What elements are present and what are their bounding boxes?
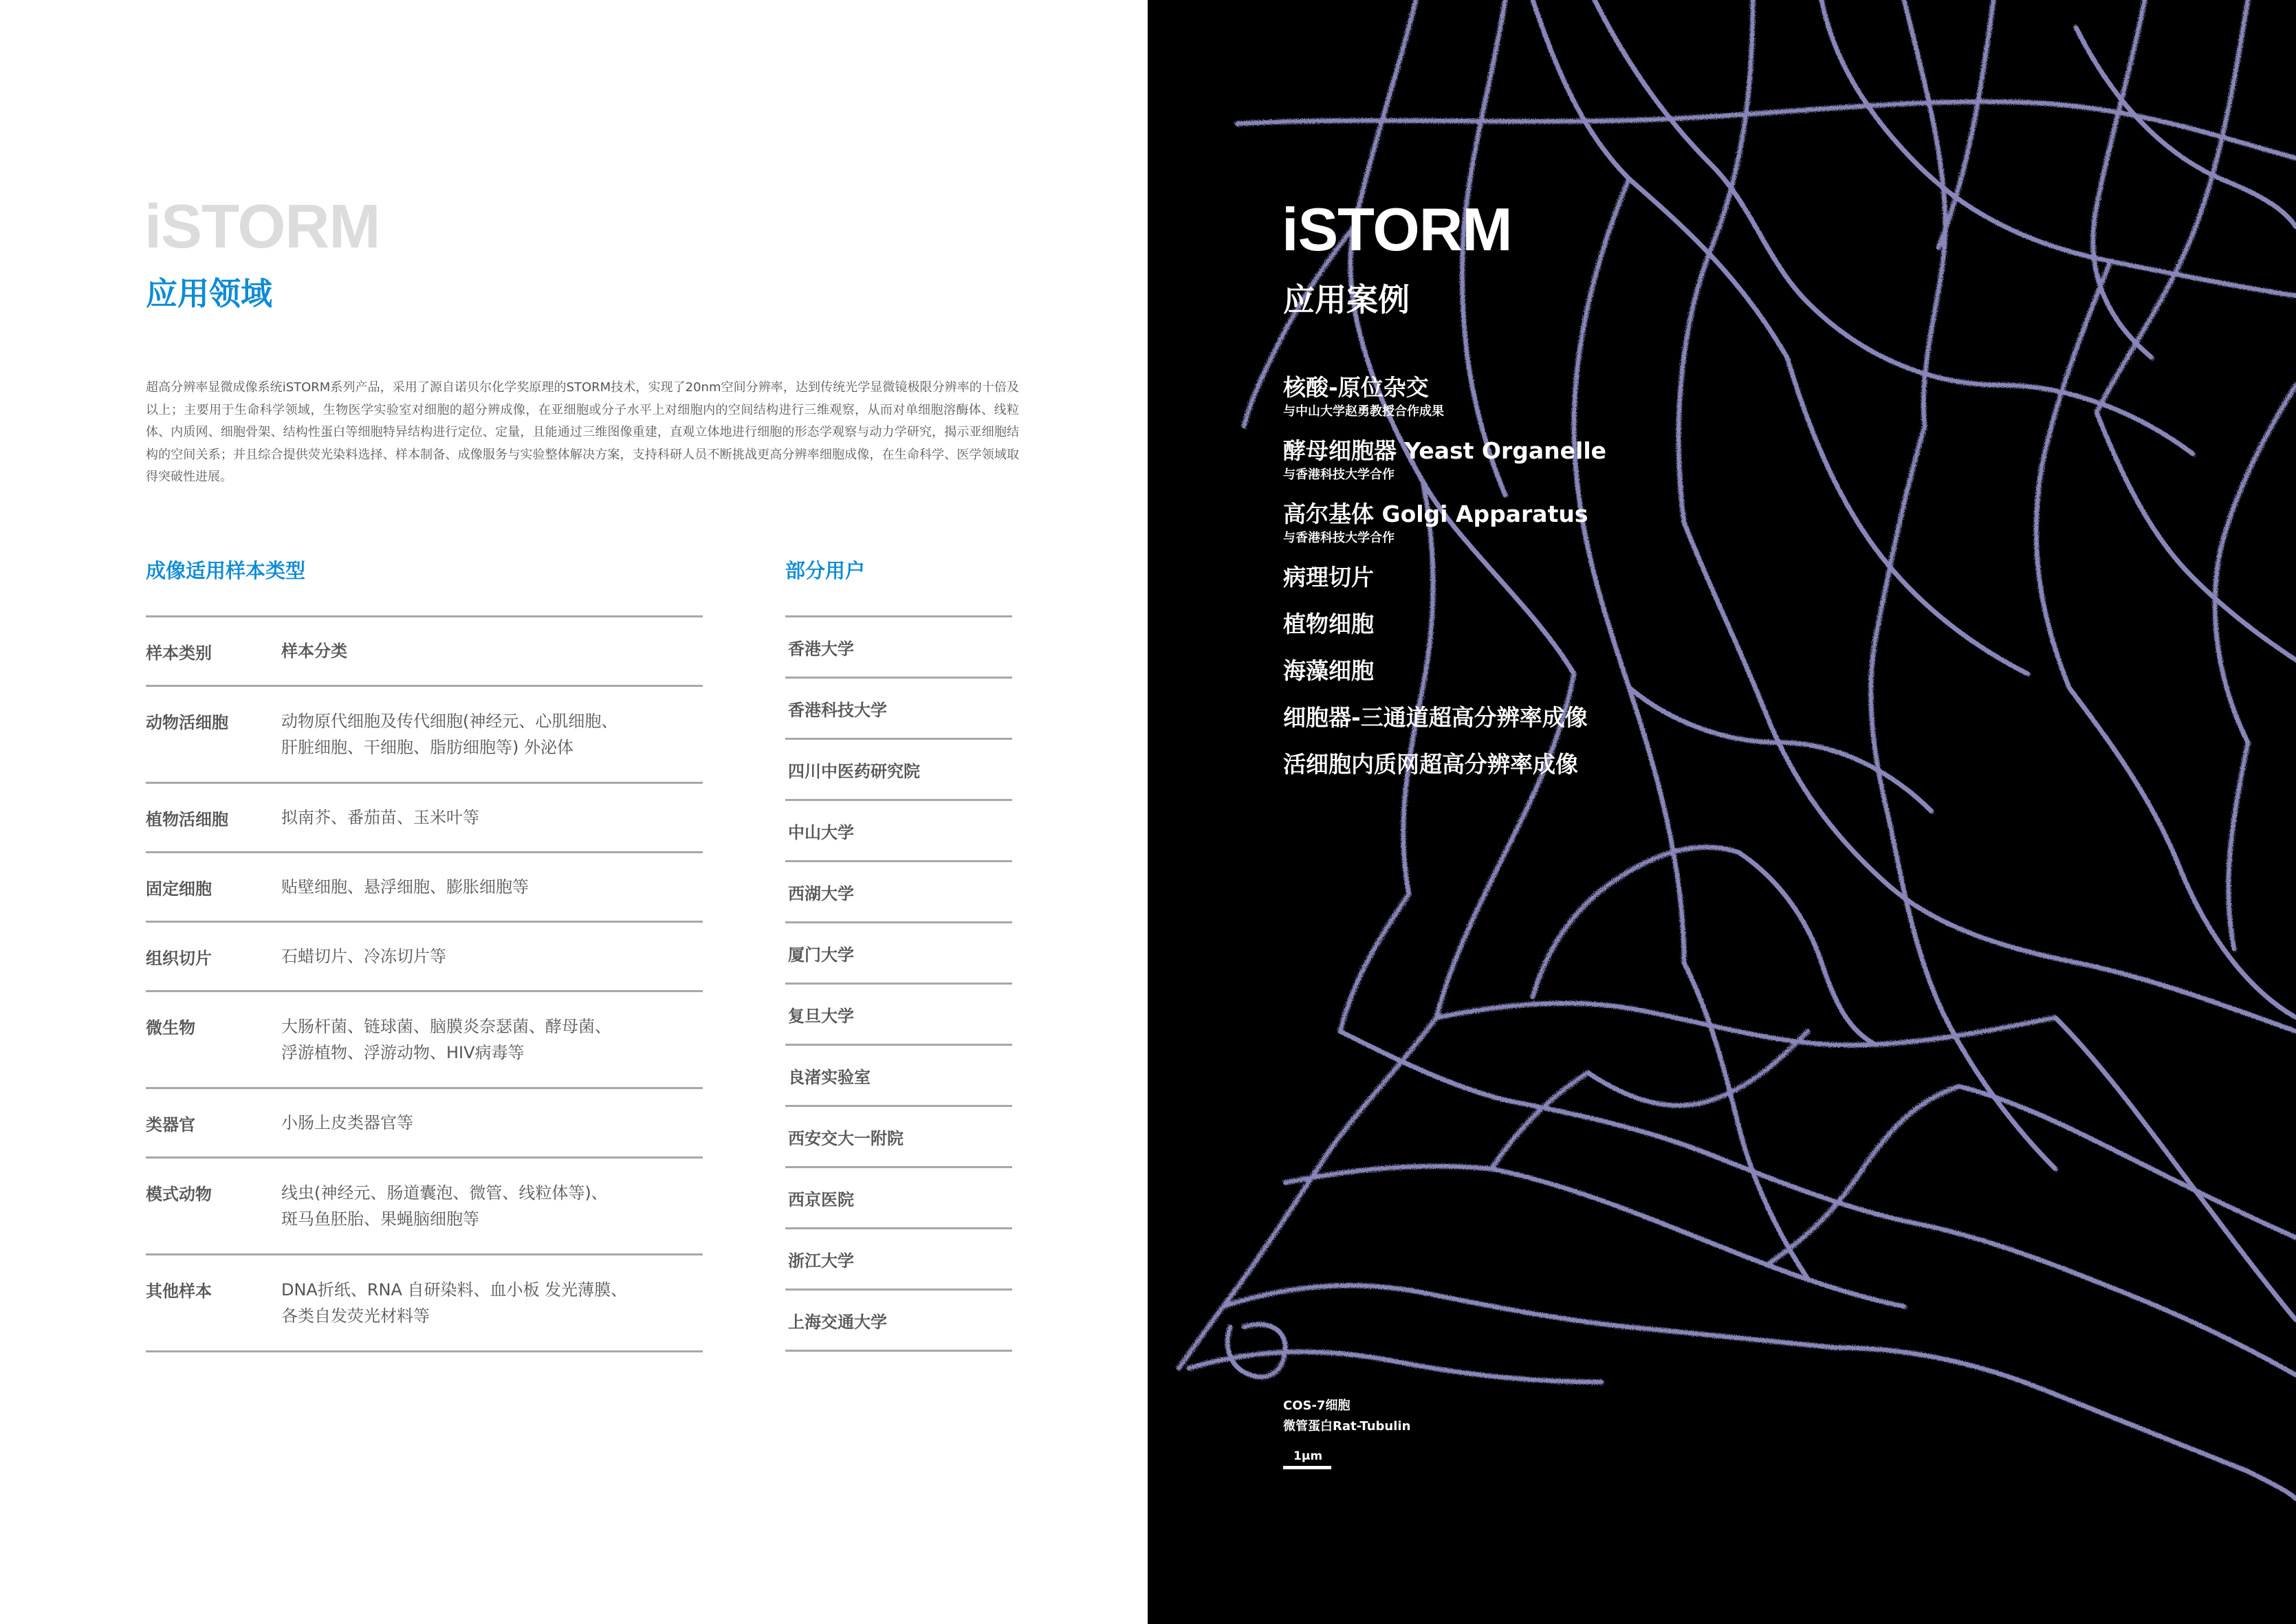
case-item: [1283, 373, 1606, 421]
table-row: [146, 685, 703, 782]
row-classification: 石蜡切片、冷冻切片等: [281, 947, 446, 966]
list-item: 中山大学: [785, 799, 1012, 860]
list-item: 西安交大一附院: [785, 1105, 1012, 1166]
case-title: 活细胞内质网超高分辨率成像: [1283, 751, 1578, 778]
case-title: 细胞器-三通道超高分辨率成像: [1283, 704, 1588, 731]
case-item: [1283, 749, 1606, 780]
case-title: 核酸-原位杂交: [1283, 374, 1429, 401]
row-classification: 动物原代细胞及传代细胞(神经元、心肌细胞、 肝脏细胞、干细胞、脂肪细胞等) 外泌体: [281, 712, 618, 757]
users-section-title: 部分用户: [785, 559, 866, 582]
list-item: 上海交通大学: [785, 1288, 1012, 1352]
table-row: [146, 1253, 703, 1352]
list-item: 良渚实验室: [785, 1044, 1012, 1105]
list-item: 复旦大学: [785, 983, 1012, 1044]
page-title-white: 应用案例: [1283, 281, 1410, 318]
header-classification: 样本分类: [281, 641, 347, 661]
scale-label: 1μm: [1293, 1449, 1323, 1463]
row-category: 组织切片: [146, 948, 212, 968]
case-item: [1283, 609, 1606, 639]
table-row: [146, 851, 703, 921]
list-item: 香港大学: [785, 615, 1012, 677]
case-item: [1283, 703, 1606, 733]
case-title: 海藻细胞: [1283, 657, 1374, 684]
case-item: [1283, 436, 1606, 484]
samples-section-title: 成像适用样本类型: [146, 559, 306, 582]
page-title: 应用领域: [146, 275, 272, 312]
table-row: [146, 782, 703, 851]
row-classification: DNA折纸、RNA 自研染料、血小板 发光薄膜、 各类自发荧光材料等: [281, 1280, 628, 1326]
table-row: [146, 990, 703, 1087]
case-item: [1283, 562, 1606, 593]
table-row: [146, 1156, 703, 1253]
list-item: 西京医院: [785, 1166, 1012, 1227]
right-page: [1148, 0, 2296, 1624]
istorm-logo: iSTORM: [144, 193, 380, 261]
list-item: 浙江大学: [785, 1227, 1012, 1288]
row-classification: 小肠上皮类器官等: [281, 1113, 413, 1132]
case-item: [1283, 656, 1606, 686]
table-row: [146, 1087, 703, 1156]
list-item: 厦门大学: [785, 921, 1012, 983]
image-caption: [1283, 1396, 1410, 1437]
table-row: [146, 921, 703, 990]
case-subtitle: 与香港科技大学合作: [1283, 468, 1395, 482]
list-item: 西湖大学: [785, 860, 1012, 921]
row-category: 动物活细胞: [146, 713, 228, 732]
row-classification: 贴壁细胞、悬浮细胞、膨胀细胞等: [281, 877, 529, 897]
row-classification: 大肠杆菌、链球菌、脑膜炎奈瑟菌、酵母菌、 浮游植物、浮游动物、HIV病毒等: [281, 1017, 611, 1062]
table-header-row: [146, 615, 703, 685]
row-classification: 线虫(神经元、肠道囊泡、微管、线粒体等)、 斑马鱼胚胎、果蝇脑细胞等: [281, 1183, 608, 1229]
row-category: 固定细胞: [146, 879, 212, 899]
case-title: 高尔基体 Golgi Apparatus: [1283, 501, 1588, 527]
row-classification: 拟南芥、番茄苗、玉米叶等: [281, 808, 479, 827]
row-category: 植物活细胞: [146, 809, 228, 829]
list-item: 四川中医药研究院: [785, 738, 1012, 799]
samples-table: [146, 615, 703, 1352]
caption-cell-line: COS-7细胞: [1283, 1398, 1351, 1413]
row-category: 类器官: [146, 1115, 195, 1134]
users-list: [785, 615, 1012, 1352]
cases-list: [1283, 373, 1606, 795]
scale-bar: [1283, 1466, 1331, 1469]
case-subtitle: 与香港科技大学合作: [1283, 531, 1395, 545]
intro-paragraph: 超高分辨率显微成像系统iSTORM系列产品，采用了源自诺贝尔化学奖原理的STORM技术，实现了20nm空间分辨率，达到传统光学显微镜极限分辨率的十倍及以上；主要用于生命科学领域，生物医学实验室对细胞的超分辨成像，在亚细胞或分子水平上对细胞内的空间结构进行三维观察，从而对单细胞溶酶体、线粒体、内质网、细胞骨架、结构性蛋白等细胞特异结构进行定位、定量，且能通过三维图像重建，直观立体地进行细胞的形态学观察与动力学研究，揭示亚细胞结构的空间关系；并且综合提供荧光染料选择、样本制备、成像服务与实验整体解决方案，支持科研人员不断挑战更高分辨率细胞成像，在生命科学、医学领域取得突破性进展。: [146, 380, 1019, 484]
row-category: 模式动物: [146, 1185, 212, 1204]
caption-protein: 微管蛋白Rat-Tubulin: [1283, 1419, 1411, 1434]
list-item: 香港科技大学: [785, 677, 1012, 738]
case-item: [1283, 499, 1606, 547]
istorm-logo-white: iSTORM: [1282, 195, 1512, 263]
case-title: 病理切片: [1283, 564, 1374, 591]
case-subtitle: 与中山大学赵勇教授合作成果: [1283, 404, 1444, 419]
header-category: 样本类别: [146, 643, 212, 663]
row-category: 微生物: [146, 1018, 195, 1038]
row-category: 其他样本: [146, 1282, 212, 1301]
case-title: 植物细胞: [1283, 611, 1374, 637]
case-title: 酵母细胞器 Yeast Organelle: [1283, 437, 1607, 464]
